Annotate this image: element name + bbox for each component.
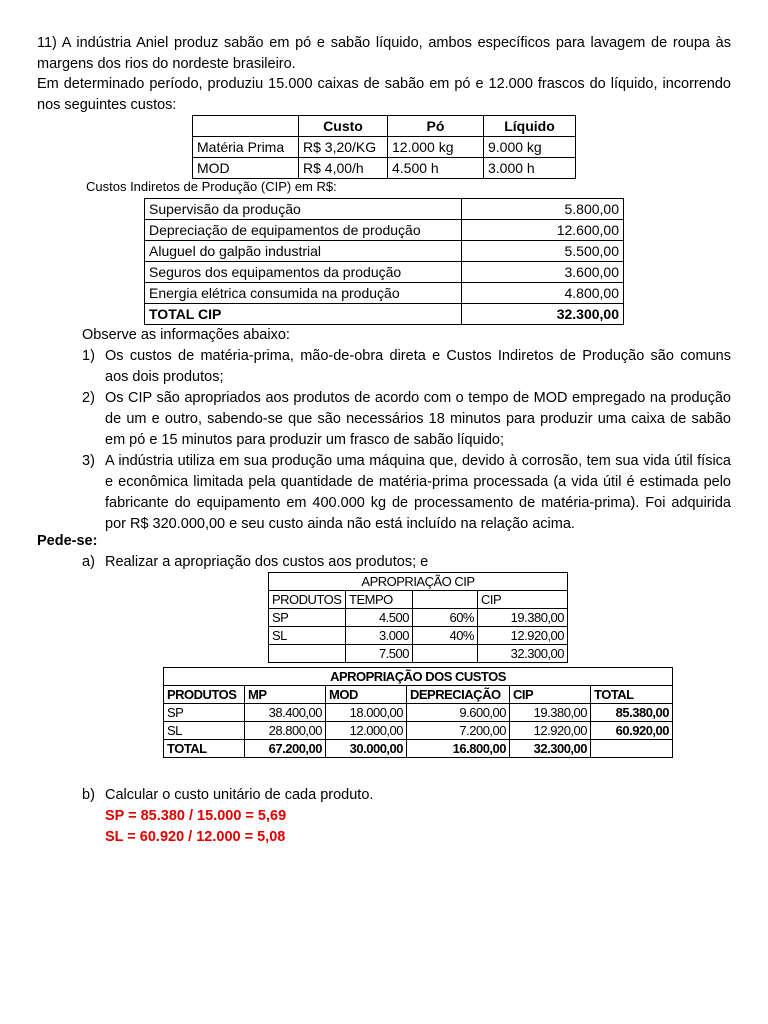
- table-cell: 16.800,00: [407, 740, 510, 758]
- intro-paragraph-1: 11) A indústria Aniel produz sabão em pó e sabão líquido, ambos específicos para lavagem de roupa às margens dos rios do nordeste brasileiro.: [37, 35, 731, 72]
- table-cell: Matéria Prima: [193, 137, 299, 158]
- item-text: Os custos de matéria-prima, mão-de-obra direta e Custos Indiretos de Produção são comuns aos dois produtos;: [105, 348, 731, 385]
- cip-table: [144, 198, 624, 325]
- question-b-text: Calcular o custo unitário de cada produto.: [105, 787, 374, 803]
- table-title-row: [164, 668, 673, 686]
- table-row: [145, 283, 624, 304]
- table-cell: Energia elétrica consumida na produção: [145, 283, 462, 304]
- answer-sl: SL = 60.920 / 12.000 = 5,08: [105, 829, 286, 845]
- table-cell: 4.800,00: [462, 283, 624, 304]
- table-header-cell: Líquido: [484, 116, 576, 137]
- table-cell: SL: [164, 722, 245, 740]
- table-cell: 32.300,00: [510, 740, 591, 758]
- intro-paragraph-2: Em determinado período, produziu 15.000 caixas de sabão em pó e 12.000 frascos do líquido, incorrendo nos seguintes custos:: [37, 76, 731, 113]
- item-text: A indústria utiliza em sua produção uma máquina que, devido à corrosão, tem sua vida útil física e econômica limitada pela quantidade de matéria-prima processada (a vida útil é estimada pelo fabricante do equipamento em 400.000 kg de processamento de matéria-prima). Foi adquirida por R$ 320.000,00 e seu custo ainda não está incluído na relação acima.: [105, 453, 731, 532]
- table-cell: 85.380,00: [591, 704, 673, 722]
- table-row: [164, 722, 673, 740]
- table-header-cell: PRODUTOS: [164, 686, 245, 704]
- table-cell: 67.200,00: [245, 740, 326, 758]
- table-cell: Aluguel do galpão industrial: [145, 241, 462, 262]
- table-cell: 32.300,00: [462, 304, 624, 325]
- question-a-text: Realizar a apropriação dos custos aos produtos; e: [105, 554, 429, 570]
- table-cell: 38.400,00: [245, 704, 326, 722]
- table-row: [269, 609, 568, 627]
- table-cell: 3.000 h: [484, 158, 576, 179]
- table-row: [193, 116, 576, 137]
- table-row: [269, 591, 568, 609]
- table-row: [164, 704, 673, 722]
- table-cell: 18.000,00: [326, 704, 407, 722]
- table-title: APROPRIAÇÃO CIP: [269, 573, 568, 591]
- table-cell: SP: [269, 609, 346, 627]
- table-cell: 60.920,00: [591, 722, 673, 740]
- table-cell: 60%: [413, 609, 478, 627]
- table-header-cell: Pó: [388, 116, 484, 137]
- table-header-cell: TEMPO: [346, 591, 413, 609]
- answer-sp: SP = 85.380 / 15.000 = 5,69: [105, 808, 287, 824]
- table-cell: [269, 645, 346, 663]
- item-number: 2): [82, 390, 95, 406]
- table-cell: 30.000,00: [326, 740, 407, 758]
- table-cell: 12.000 kg: [388, 137, 484, 158]
- table-cell: SP: [164, 704, 245, 722]
- table-row: [269, 627, 568, 645]
- item-number: 3): [82, 453, 95, 469]
- table-cell: R$ 3,20/KG: [299, 137, 388, 158]
- table-header-cell: CIP: [478, 591, 568, 609]
- table-total-row: [164, 740, 673, 758]
- table-cell: 19.380,00: [478, 609, 568, 627]
- table-cell: TOTAL CIP: [145, 304, 462, 325]
- apropriacao-custos-table: [163, 667, 673, 758]
- table-header-cell: [193, 116, 299, 137]
- cip-caption: Custos Indiretos de Produção (CIP) em R$:: [86, 179, 337, 194]
- pede-se-heading: Pede-se:: [37, 533, 98, 549]
- table-cell: 5.500,00: [462, 241, 624, 262]
- table-row: [164, 686, 673, 704]
- table-cell: 9.600,00: [407, 704, 510, 722]
- table-row: [269, 645, 568, 663]
- table-cell: Supervisão da produção: [145, 199, 462, 220]
- table-cell: R$ 4,00/h: [299, 158, 388, 179]
- table-row: [145, 262, 624, 283]
- table-cell: 5.800,00: [462, 199, 624, 220]
- table-header-cell: TOTAL: [591, 686, 673, 704]
- table-header-cell: [413, 591, 478, 609]
- table-row: [145, 220, 624, 241]
- table-cell: 7.200,00: [407, 722, 510, 740]
- table-cell: 12.600,00: [462, 220, 624, 241]
- table-row: [145, 241, 624, 262]
- question-a-number: a): [82, 554, 95, 570]
- table-row: [145, 199, 624, 220]
- table-cell: 12.920,00: [510, 722, 591, 740]
- apropriacao-cip-table: [268, 572, 568, 663]
- table-cell: 32.300,00: [478, 645, 568, 663]
- table-title-row: [269, 573, 568, 591]
- table-cell: 4.500 h: [388, 158, 484, 179]
- table-cell: 12.920,00: [478, 627, 568, 645]
- table-header-cell: Custo: [299, 116, 388, 137]
- table-cell: [413, 645, 478, 663]
- table-title: APROPRIAÇÃO DOS CUSTOS: [164, 668, 673, 686]
- table-cell: Depreciação de equipamentos de produção: [145, 220, 462, 241]
- table-cell: 3.000: [346, 627, 413, 645]
- table-cell: 9.000 kg: [484, 137, 576, 158]
- table-header-cell: MP: [245, 686, 326, 704]
- table-header-cell: CIP: [510, 686, 591, 704]
- table-total-row: [145, 304, 624, 325]
- item-number: 1): [82, 348, 95, 364]
- table-cell: 7.500: [346, 645, 413, 663]
- table-row: [193, 158, 576, 179]
- table-header-cell: PRODUTOS: [269, 591, 346, 609]
- table-cell: MOD: [193, 158, 299, 179]
- item-text: Os CIP são apropriados aos produtos de acordo com o tempo de MOD empregado na produção de um e outro, sabendo-se que são necessários 18 minutos para produzir uma caixa de sabão em pó e 15 minutos para produzir um frasco de sabão líquido;: [105, 390, 731, 448]
- table-cell: 28.800,00: [245, 722, 326, 740]
- table-cell: 4.500: [346, 609, 413, 627]
- table-cell: Seguros dos equipamentos da produção: [145, 262, 462, 283]
- costs-table: [192, 115, 576, 179]
- table-cell: 12.000,00: [326, 722, 407, 740]
- table-cell: SL: [269, 627, 346, 645]
- table-cell: TOTAL: [164, 740, 245, 758]
- table-row: [193, 137, 576, 158]
- table-cell: 40%: [413, 627, 478, 645]
- table-cell: [591, 740, 673, 758]
- table-cell: 3.600,00: [462, 262, 624, 283]
- question-b-number: b): [82, 787, 95, 803]
- table-header-cell: MOD: [326, 686, 407, 704]
- table-header-cell: DEPRECIAÇÃO: [407, 686, 510, 704]
- observe-heading: Observe as informações abaixo:: [82, 327, 290, 343]
- table-cell: 19.380,00: [510, 704, 591, 722]
